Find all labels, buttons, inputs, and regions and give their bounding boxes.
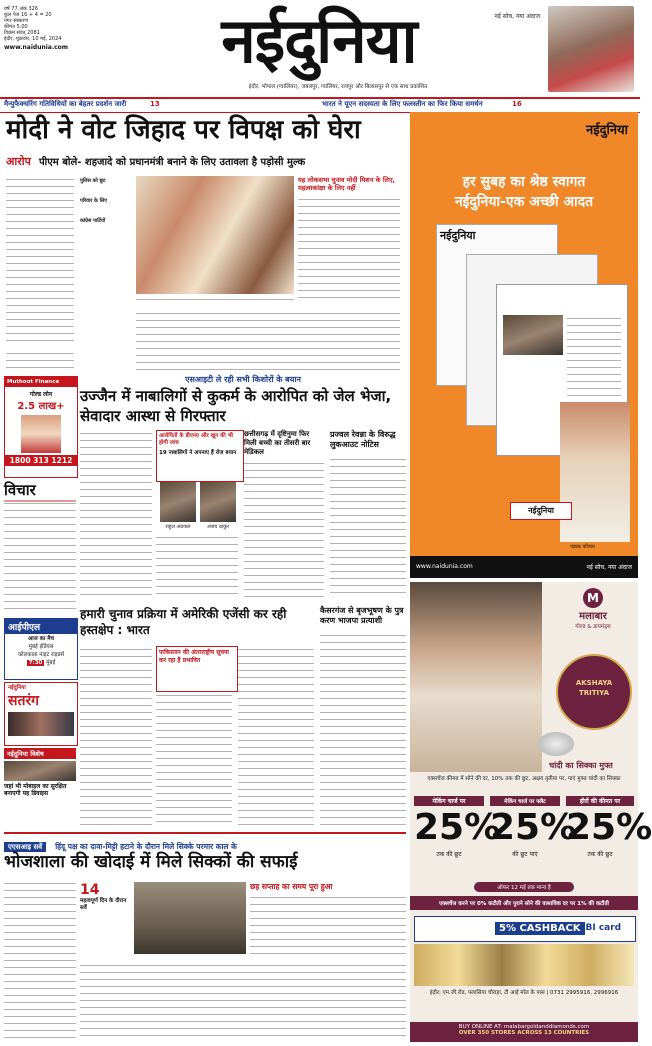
- vishesh-title: नईदुनिया विशेष: [4, 748, 76, 759]
- america-box-text: पाकिस्तान की अंतरराष्ट्रीय सूचना कर रहा है प्रभावित: [159, 649, 229, 664]
- akshaya-text: AKSHAYA TRITIYA: [575, 679, 613, 697]
- muthoot-phone[interactable]: 1800 313 1212: [5, 455, 77, 466]
- ipl-match: मुंबई इंडियंस: [28, 644, 54, 650]
- cities-line: इंदौर, भोपाल (ग्वालियर), जबलपुर, ग्वालियर, रायपुर और बिलासपुर से एक साथ प्रकाशित: [248, 84, 428, 90]
- lead-kicker: आरोप: [6, 155, 31, 168]
- jewelry-strip: [414, 944, 634, 986]
- satrang-box: [4, 682, 78, 746]
- malabar-brand: मलाबार: [579, 611, 607, 622]
- issue-meta: वर्ष 77 अंक 326 कुल पेज 16 + 4 = 20 नगर संस्करण कीमत 5.00 विक्रम संवत् 2081 इंदौर, शुक्रवार, 10 मई, 2024 www.naidunia.com: [4, 6, 124, 51]
- chhattisgarh-body: [244, 460, 324, 600]
- promo-panel: [410, 112, 638, 578]
- america-headline: हमारी चुनाव प्रक्रिया में अमेरिकी एजेंसी कर रही हस्तक्षेप : भारत: [80, 607, 287, 637]
- vishesh-story: जहां भी मोबाइल का सुरक्षित बनाएगी यह डिवाइस: [4, 783, 67, 797]
- offer-2-value: 25%: [490, 807, 577, 848]
- masthead-title: नईदुनिया: [221, 4, 417, 77]
- teaser-left-page: 13: [150, 100, 160, 108]
- malabar-footer: इंदौर: एम.जी.रोड, पलासिया चौराहा, टी आई मॉल के पास | 0731 2995916, 2996916: [429, 990, 619, 996]
- ipl-box: [4, 618, 78, 680]
- website-link[interactable]: www.naidunia.com: [4, 44, 69, 51]
- lead-photo: [136, 176, 294, 294]
- muthoot-brand: Muthoot Finance: [5, 377, 77, 387]
- bhojshala-strip: [4, 832, 406, 851]
- vishesh-photo: [4, 761, 76, 781]
- ujjain-col-1: [80, 430, 152, 600]
- lead-col-1b: [6, 350, 74, 370]
- cashback-label: 5% CASHBACK: [495, 922, 585, 935]
- ujjain-box: [156, 430, 244, 482]
- offer-3: [566, 796, 652, 880]
- lead-side-list: पुलिस को छूट परिवार के लिए कांग्रेस पार्टियों: [80, 178, 108, 224]
- vichar-body: [4, 500, 76, 614]
- sbi-card-label: SBI card: [579, 923, 622, 933]
- offer-3-value: 25%: [566, 807, 652, 848]
- lead-col-right: [298, 196, 400, 304]
- promo-bottom-bar: [410, 556, 638, 578]
- promo-url[interactable]: www.naidunia.com: [416, 563, 473, 570]
- ujjain-kicker: एसआइटी ले रही सभी किशोरों के बयान: [185, 375, 301, 384]
- offer-validity-pill: ऑफर 12 मई तक मान्य है: [474, 882, 574, 892]
- satrang-label: नईदुनिया: [8, 685, 26, 691]
- america-box: [156, 646, 238, 692]
- offer-1: [414, 796, 501, 880]
- muthoot-ad: [4, 376, 78, 478]
- america-col-3: [238, 646, 314, 826]
- vishesh-box: [4, 748, 76, 806]
- masthead: [0, 0, 640, 96]
- ujjain-photo-1: [160, 482, 196, 522]
- lead-right-head: यह लोकसभा चुनाव मोदी मिशन के लिए, महत्वाकांक्षा के लिए नहीं: [298, 176, 396, 192]
- kaiserganj-headline: कैसरगंज से बृजभूषण के पुत्र करण भाजपा प्रत्याशी: [320, 606, 404, 625]
- bhojshala-side-count: 14: [80, 882, 100, 898]
- ujjain-col-2: [156, 534, 238, 600]
- ujjain-box-1: आरोपितों के डीएनए और खून की भी होगी जांच: [159, 433, 233, 446]
- lead-col-1: [6, 176, 74, 346]
- ipl-venue: मुंबई: [46, 660, 56, 666]
- bhojshala-tail-head: छह सप्ताह का समय पूरा हुआ: [250, 882, 333, 891]
- offer-1-note: तक की छूट: [436, 851, 462, 858]
- vichar-title: विचार: [4, 480, 76, 502]
- malabar-offer-intro: एक्सचेंज कीमत में सोने की दर, 10% तक की छूट, अक्षय तृतीया पर, पाएं मुफ्त चांदी का सिक्का: [427, 776, 621, 782]
- malabar-brand-sub: गोल्ड & डायमंड्स: [575, 624, 611, 630]
- malabar-bottom-bar: [410, 1022, 638, 1042]
- satrang-title: सतरंग: [8, 693, 40, 709]
- lead-photo-caption: [136, 296, 294, 306]
- malabar-buy-online[interactable]: BUY ONLINE AT: malabargoldanddiamonds.com: [458, 1024, 590, 1030]
- america-col-2: [156, 692, 232, 826]
- teaser-right[interactable]: भारत ने यूएन सदस्यता के लिए फलस्तीन का फिर किया समर्थन: [322, 100, 483, 108]
- bhojshala-side-text: महत्वपूर्ण दिन के दौरान सर्वे: [80, 898, 127, 911]
- bhojshala-tail-body: [250, 894, 406, 954]
- muthoot-offer-2: 2.5 लाख+: [17, 401, 65, 412]
- malabar-coin: [538, 732, 574, 756]
- ipl-sub: आज का मैच: [28, 636, 54, 642]
- bhojshala-col-1: [4, 880, 76, 1042]
- bhojshala-strip-label: एएसआइ सर्वे: [4, 842, 46, 852]
- bhojshala-lower: [80, 962, 406, 1042]
- muthoot-model: [21, 415, 61, 453]
- promo-paper-mini: नईदुनिया: [440, 229, 476, 242]
- chhattisgarh-headline: छत्तीसगढ़ में दृष्टिनुमा फिर मिली बच्ची का तीसरी बार मेडिकल: [244, 430, 311, 456]
- malabar-coin-text: चांदी का सिक्का मुफ्त: [549, 761, 613, 770]
- bhojshala-headline: भोजशाला की खोदाई में मिले सिक्कों की सफाई: [4, 852, 298, 872]
- ipl-vs: कोलकाता नाइट राइडर्स: [17, 652, 65, 658]
- satrang-photo: [8, 712, 74, 736]
- cashback-banner: [414, 916, 636, 942]
- muthoot-offer-1: गोल्ड लोन: [29, 391, 53, 398]
- malabar-stores: OVER 350 STORES ACROSS 13 COUNTRIES: [458, 1030, 590, 1036]
- prajwal-body: [330, 456, 406, 596]
- offer-1-value: 25%: [414, 807, 501, 848]
- malabar-logo-mark: M: [583, 588, 603, 608]
- promo-reader-photo: [560, 402, 630, 542]
- kaiserganj-body: [320, 632, 406, 826]
- masthead-tagline: नई सोच, नया अंदाज: [494, 13, 540, 20]
- teaser-strip: [0, 97, 640, 113]
- offer-2: [490, 796, 577, 880]
- offer-2-note: की छूट पाएं: [512, 851, 538, 858]
- editor-photo: [548, 6, 634, 92]
- america-col-1: [80, 646, 152, 826]
- bhojshala-side: [80, 882, 132, 962]
- ujjain-box-2: 19 नाबालिगों ने अपनाए हैं रोज बयान: [159, 450, 237, 456]
- promo-brand: नईदुनिया: [586, 123, 628, 138]
- ipl-title: आईपीएल: [5, 619, 77, 634]
- promo-bottom-tagline: नई सोच, नया अंदाज: [586, 564, 632, 571]
- promo-tagline-2: नईदुनिया-एक अच्छी आदत: [454, 194, 594, 210]
- prajwal-headline: प्रज्वल रेवन्ना के विरुद्ध लुकआउट नोटिस: [330, 430, 396, 449]
- malabar-model-photo: [410, 582, 542, 772]
- promo-tagline-1: हर सुबह का श्रेष्ठ स्वागत: [462, 174, 586, 190]
- ipl-time: 7:30: [28, 660, 43, 666]
- teaser-right-page: 16: [512, 100, 522, 108]
- malabar-logo: [558, 588, 628, 630]
- lead-headline: मोदी ने वोट जिहाद पर विपक्ष को घेरा: [6, 115, 361, 145]
- offer-3-note: तक की छूट: [587, 851, 613, 858]
- ujjain-photo-2: [200, 482, 236, 522]
- lead-subhead-row: [6, 150, 406, 168]
- ujjain-photo-1-caption: राहुल अग्रवाल: [165, 524, 191, 530]
- malabar-ad: [410, 582, 652, 1042]
- offer-2-title: मेकिंग चार्ज पर फ्लैट: [490, 796, 560, 806]
- teaser-left[interactable]: मैन्युफैक्चरिंग गतिविधियों का बेहतर प्रदर्शन जारी: [4, 100, 127, 108]
- ujjain-photo-2-caption: अजय ठाकुर: [206, 524, 230, 530]
- bhojshala-strip-text: हिंदू पक्ष का दावा-मिट्टी हटाने के दौरान मिले सिक्के परमार काल के: [55, 842, 237, 851]
- promo-reader-label: पाठक परिचय: [570, 544, 595, 550]
- offer-3-title: हीरों की कीमत पर: [566, 796, 634, 806]
- akshaya-badge: [556, 654, 632, 730]
- ujjain-headline: उज्जैन में नाबालिगों से कुकर्म के आरोपित को जेल भेजा, सेवादार आस्था से गिरफ्तार: [80, 387, 392, 425]
- bhojshala-photo: [134, 882, 246, 954]
- promo-mini-paper: नईदुनिया: [510, 502, 572, 520]
- lead-lower-cols: [136, 310, 400, 370]
- lead-subhead: पीएम बोले- शहजादे को प्रधानमंत्री बनाने के लिए उतावला है पड़ोसी मुल्क: [38, 157, 306, 168]
- exchange-strip: एक्सचेंज करने पर 0% कटौती और पुराने सोने की वास्तविक दर पर 1% की कटौती: [410, 896, 638, 910]
- offer-1-title: मेकिंग चार्ज पर: [414, 796, 484, 806]
